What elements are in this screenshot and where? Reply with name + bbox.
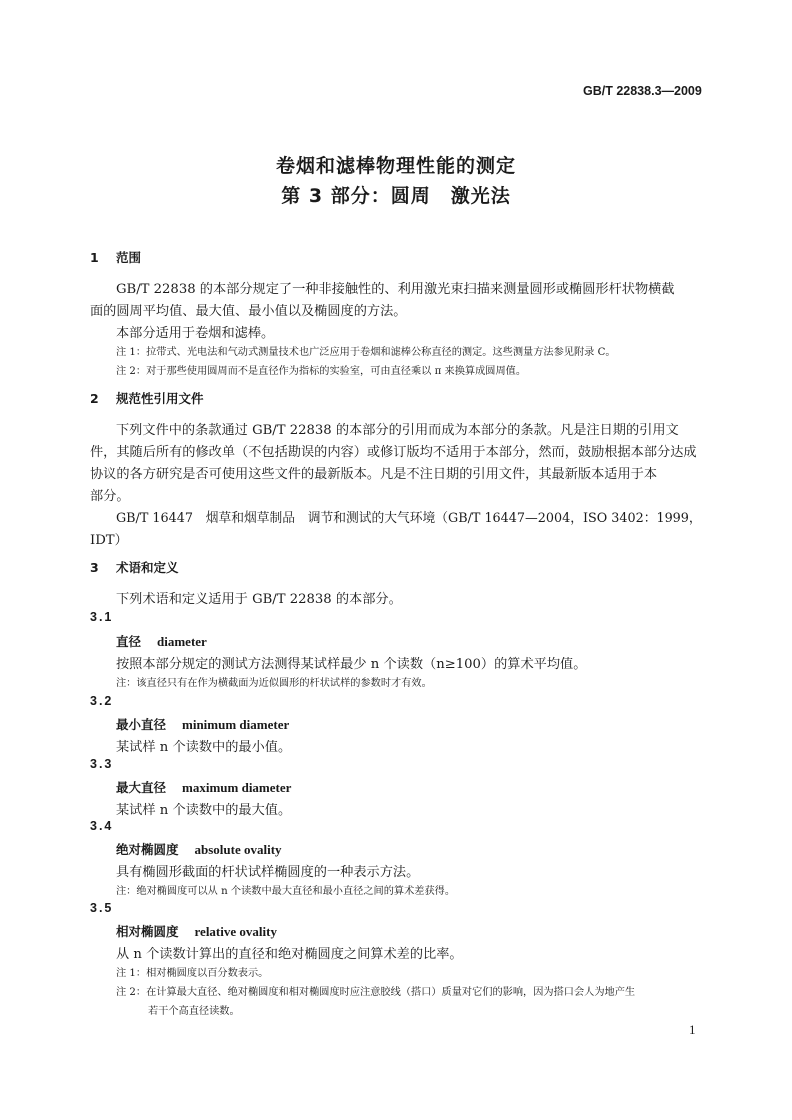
note-line: 注 2：对于那些使用圆周而不是直径作为指标的实验室，可由直径乘以 π 来换算成圆周值。 bbox=[116, 366, 527, 377]
section-3-heading bbox=[90, 558, 179, 576]
term-heading bbox=[116, 840, 282, 858]
doc-title-line1: 卷烟和滤棒物理性能的测定 bbox=[275, 155, 516, 177]
section-number: 1 bbox=[90, 250, 99, 265]
section-number: 2 bbox=[90, 391, 99, 406]
term-definition: 某试样 n 个读数中的最大值。 bbox=[116, 803, 292, 818]
section-title: 规范性引用文件 bbox=[116, 391, 204, 406]
term-heading bbox=[116, 632, 207, 650]
term-zh: 直径 bbox=[116, 634, 142, 649]
reference-line: GB/T 16447 烟草和烟草制品 调节和测试的大气环境（GB/T 16447—2004，ISO 3402：1999， bbox=[116, 511, 702, 526]
term-en: minimum diameter bbox=[182, 717, 290, 732]
term-definition: 具有椭圆形截面的杆状试样椭圆度的一种表示方法。 bbox=[116, 865, 420, 880]
paragraph-line: 本部分适用于卷烟和滤棒。 bbox=[116, 326, 275, 341]
term-definition: 某试样 n 个读数中的最小值。 bbox=[116, 740, 292, 755]
term-number: 3.1 bbox=[90, 610, 114, 624]
term-definition: 从 n 个读数计算出的直径和绝对椭圆度之间算术差的比率。 bbox=[116, 947, 463, 962]
section-1-heading bbox=[90, 248, 141, 266]
term-en: relative ovality bbox=[194, 924, 277, 939]
note-line: 若干个高直径读数。 bbox=[148, 1006, 240, 1017]
paragraph-line: 部分。 bbox=[90, 489, 130, 504]
paragraph-line: 下列术语和定义适用于 GB/T 22838 的本部分。 bbox=[116, 592, 402, 607]
note-line: 注：该直径只有在作为横截面为近似圆形的杆状试样的参数时才有效。 bbox=[116, 678, 432, 689]
note-line: 注 1：拉带式、光电法和气动式测量技术也广泛应用于卷烟和滤棒公称直径的测定。这些测量方法参见附录 C。 bbox=[116, 347, 616, 358]
term-number: 3.2 bbox=[90, 694, 114, 708]
term-number: 3.3 bbox=[90, 757, 114, 771]
term-zh: 绝对椭圆度 bbox=[116, 842, 179, 857]
note-line: 注：绝对椭圆度可以从 n 个读数中最大直径和最小直径之间的算术差获得。 bbox=[116, 886, 456, 897]
page-number: 1 bbox=[689, 1022, 696, 1037]
term-en: diameter bbox=[157, 634, 207, 649]
term-zh: 相对椭圆度 bbox=[116, 924, 179, 939]
note-line: 注 1：相对椭圆度以百分数表示。 bbox=[116, 968, 269, 979]
paragraph-line: 下列文件中的条款通过 GB/T 22838 的本部分的引用而成为本部分的条款。凡是注日期的引用文 bbox=[116, 423, 679, 438]
section-title: 术语和定义 bbox=[116, 560, 179, 575]
term-definition: 按照本部分规定的测试方法测得某试样最少 n 个读数（n≥100）的算术平均值。 bbox=[116, 657, 587, 672]
paragraph-line: 面的圆周平均值、最大值、最小值以及椭圆度的方法。 bbox=[90, 304, 407, 319]
term-heading bbox=[116, 778, 291, 796]
doc-title-line2: 第 3 部分：圆周 激光法 bbox=[281, 185, 511, 207]
section-title: 范围 bbox=[116, 250, 142, 265]
reference-line: IDT） bbox=[90, 533, 128, 548]
paragraph-line: GB/T 22838 的本部分规定了一种非接触性的、利用激光束扫描来测量圆形或椭圆形杆状物横截 bbox=[116, 282, 675, 297]
term-number: 3.5 bbox=[90, 901, 114, 915]
term-zh: 最大直径 bbox=[116, 780, 167, 795]
term-number: 3.4 bbox=[90, 819, 114, 833]
term-heading bbox=[116, 922, 277, 940]
standard-code: GB/T 22838.3—2009 bbox=[583, 84, 702, 98]
term-en: absolute ovality bbox=[194, 842, 282, 857]
term-zh: 最小直径 bbox=[116, 717, 167, 732]
section-2-heading bbox=[90, 389, 204, 407]
paragraph-line: 件，其随后所有的修改单（不包括勘误的内容）或修订版均不适用于本部分，然而，鼓励根据本部分达成 bbox=[90, 445, 697, 460]
section-number: 3 bbox=[90, 560, 99, 575]
term-heading bbox=[116, 715, 289, 733]
term-en: maximum diameter bbox=[182, 780, 292, 795]
note-line: 注 2：在计算最大直径、绝对椭圆度和相对椭圆度时应注意胶线（搭口）质量对它们的影响，因为搭口会人为地产生 bbox=[116, 987, 636, 998]
paragraph-line: 协议的各方研究是否可使用这些文件的最新版本。凡是不注日期的引用文件，其最新版本适用于本 bbox=[90, 467, 658, 482]
